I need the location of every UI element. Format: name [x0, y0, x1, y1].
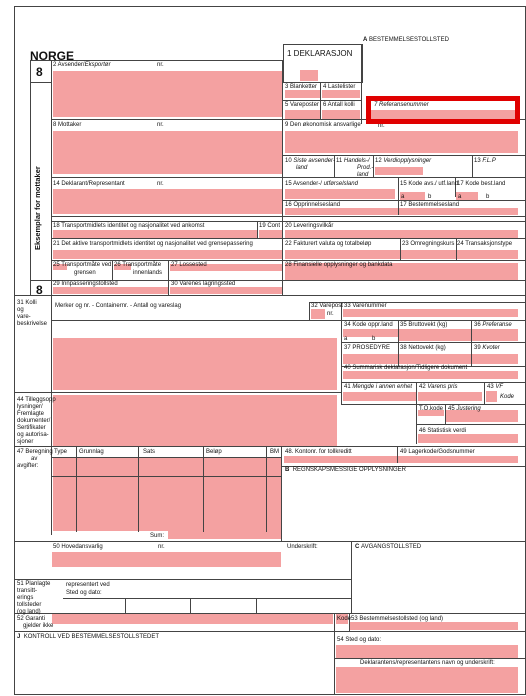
f50-label: 50 Hovedansvarlig — [53, 544, 103, 550]
transport-arrival-fill[interactable] — [53, 230, 257, 238]
box-j: J KONTROLL VED BESTEMMELSESTOLLSTEDET — [17, 634, 160, 640]
box-c: C AVGANGSTOLLSTED — [355, 544, 422, 550]
line — [112, 260, 113, 280]
f26-label-2: innenlands — [133, 270, 163, 276]
description-fill[interactable] — [53, 338, 337, 390]
f30-label: 30 Varenes lagringssted — [171, 281, 236, 287]
f39-label: 39 Kvoter — [474, 345, 500, 351]
entry-office-fill[interactable] — [53, 287, 169, 294]
line — [283, 100, 361, 101]
line — [256, 598, 257, 613]
gross-weight-fill[interactable] — [399, 329, 471, 341]
f46-label: 46 Statistisk verdi — [419, 428, 467, 434]
f34-sub-a: a — [344, 336, 348, 342]
copy-number-lower: 8 — [36, 283, 43, 297]
line — [361, 44, 362, 124]
f22-label: 22 Fakturert valuta og totalbeløp — [285, 241, 372, 247]
line — [51, 476, 281, 477]
line — [63, 598, 351, 599]
line — [14, 392, 341, 393]
f45-label: 45 Justering — [448, 406, 481, 412]
line — [14, 613, 525, 614]
f42-label: 42 Varens pris — [419, 384, 458, 390]
f11-label-3: land — [357, 172, 369, 178]
declaration-title: 1 DEKLARASJON — [287, 49, 353, 58]
line — [30, 280, 51, 281]
transaction-type-fill[interactable] — [457, 250, 518, 259]
declarant-fill[interactable] — [53, 189, 282, 214]
currency-fill[interactable] — [285, 250, 400, 259]
delivery-terms-fill[interactable] — [285, 230, 518, 238]
line — [51, 177, 525, 178]
f54-label: 54 Sted og dato: — [337, 637, 382, 643]
f32-nr: nr. — [327, 311, 334, 317]
signature-fill[interactable] — [336, 667, 518, 693]
f43-code: Kode — [500, 394, 515, 400]
line — [416, 424, 525, 425]
line — [51, 457, 281, 458]
f37-label: 37 PROSEDYRE — [344, 345, 391, 351]
f23-label: 23 Omregningskurs — [402, 241, 455, 247]
line — [400, 238, 401, 260]
additional-info-fill[interactable] — [53, 395, 337, 446]
f10-label: 10 Siste avsender- — [285, 158, 335, 164]
summary-doc-fill[interactable] — [343, 371, 518, 379]
f8-nr: nr. — [157, 122, 164, 128]
f15-label: 15 Avsender-/ utførselsland — [285, 181, 358, 187]
col-basis: Grunnlag — [79, 449, 104, 455]
procedure-fill[interactable] — [343, 354, 398, 364]
f4-label: 4 Lastelister — [323, 84, 356, 90]
f27-label: 27 Lossested — [171, 262, 207, 268]
f28-label: 28 Finansielle opplysninger og bankdata — [285, 262, 393, 268]
line — [51, 238, 525, 239]
place-date-label: Sted og dato: — [66, 590, 102, 596]
f40-label: 40 Summarisk deklarasjon/Tidligere dokument — [344, 365, 468, 371]
f9-label: 9 Den økonomisk ansvarlige — [285, 122, 361, 128]
col-amount: Beløp — [206, 449, 222, 455]
value-info-fill[interactable] — [375, 167, 423, 175]
credit-account-fill[interactable] — [284, 456, 397, 463]
copy-number: 8 — [36, 65, 43, 79]
f35-label: 35 Bruttovekt (kg) — [400, 322, 448, 328]
transport-border-fill[interactable] — [53, 250, 283, 259]
f3-label: 3 Blanketter — [285, 84, 318, 90]
guarantee-fill[interactable] — [52, 614, 333, 624]
line — [334, 613, 335, 694]
line — [14, 631, 525, 632]
exchange-rate-fill[interactable] — [401, 250, 456, 259]
line — [320, 82, 321, 119]
line — [14, 446, 525, 447]
commodity-code-fill[interactable] — [343, 309, 518, 317]
f29-label: 29 Innpasseringstollsted — [53, 281, 118, 287]
col-bm: BM — [270, 449, 279, 455]
line — [281, 446, 282, 541]
line — [203, 446, 204, 532]
f53-label: 53 Bestemmelsestollsted (og land) — [351, 616, 444, 622]
f38-label: 38 Nettovekt (kg) — [400, 345, 446, 351]
f20-label: 20 Leveringsvilkår — [285, 223, 334, 229]
line — [341, 404, 525, 405]
line — [168, 260, 169, 295]
line — [14, 295, 525, 296]
line — [51, 216, 525, 217]
line — [416, 382, 417, 444]
line — [14, 541, 525, 542]
f5-label: 5 Vareposter — [285, 102, 319, 108]
f54-signature-label: Deklarantens/representantens navn og underskrift: — [360, 660, 495, 666]
col-type: Type — [54, 449, 68, 455]
f24-label: 24 Transaksjonstype — [457, 241, 513, 247]
item-number-fill[interactable] — [311, 309, 325, 319]
vf-fill[interactable] — [486, 391, 497, 402]
f33-label: 33 Varenummer — [344, 303, 387, 309]
f13-label: 13 F.L.P — [474, 158, 496, 164]
f41-label: 41 Mengde i annen enhet — [344, 384, 413, 390]
line — [334, 658, 525, 659]
f43-label: 43 VF — [487, 384, 504, 390]
f31-side-label: 31 Kolli og vare- beskrivelse — [17, 300, 48, 327]
warehouse-code-fill[interactable] — [398, 456, 518, 463]
line — [283, 82, 361, 83]
f44-side-label: 44 Tilleggsopp lysninger/ Fremlagte dokumenter/ Sertifikater og autorisa- sjoner — [17, 397, 56, 445]
f25-label: 25 Transportmåte ved — [53, 262, 112, 268]
sub-a: a — [401, 194, 405, 200]
country-title: NORGE — [30, 49, 75, 63]
f11-label: 11 Handels-/ — [336, 158, 370, 164]
line — [341, 382, 525, 383]
line — [76, 446, 77, 532]
forms-fill[interactable] — [285, 90, 321, 98]
line — [125, 598, 126, 613]
container-fill[interactable] — [259, 230, 283, 238]
f26-label: 26 Transportmåte — [114, 262, 162, 268]
left-border — [14, 6, 15, 694]
line — [51, 320, 525, 321]
origin-code-fill[interactable] — [343, 329, 398, 337]
quantity-fill[interactable] — [343, 392, 416, 401]
consignee-fill[interactable] — [53, 131, 282, 174]
f21-label: 21 Det aktive transportmidlets identitet og nasjonalitet ved grensepassering — [53, 241, 253, 247]
sub-b-2: b — [486, 194, 490, 200]
f18-label: 18 Transportmidlets identitet og nasjonalitet ved ankomst — [53, 223, 205, 229]
f2-nr: nr. — [157, 62, 164, 68]
f17-code-label: 17 Kode best.land — [457, 181, 506, 187]
line — [351, 541, 352, 613]
f32-label: 32 Varepost — [311, 303, 343, 309]
f48-label: 48. Kontonr. for tollkreditt — [285, 449, 352, 455]
f10-label-2: land — [296, 165, 308, 171]
statistical-value-fill[interactable] — [418, 434, 518, 443]
f51-side-label: 51 Planlagte transitt- erings tollsteder (og land) — [17, 581, 51, 615]
f2-label: 2 Avsender/Eksportør — [53, 62, 111, 68]
f31-label: Merker og nr. - Containernr. - Antall og vareslag — [55, 303, 182, 309]
line — [30, 82, 51, 83]
line — [51, 260, 525, 261]
to-code-label: T.O.kode — [419, 406, 444, 412]
quota-fill[interactable] — [472, 354, 518, 364]
preference-fill[interactable] — [472, 329, 518, 341]
f52-code-label: Kode — [337, 616, 352, 622]
f14-label: 14 Deklarant/Representant — [53, 181, 125, 187]
f25-label-2: grensen — [74, 270, 96, 276]
f16-label: 16 Opprinnelsesland — [285, 202, 341, 208]
export-country-fill[interactable] — [285, 189, 395, 199]
line — [51, 221, 525, 222]
box-b: B REGNSKAPSMESSIGE OPPLYSNINGER — [285, 467, 406, 473]
line — [51, 280, 525, 281]
represented-label: representert ved — [66, 582, 110, 588]
load-lists-fill[interactable] — [322, 90, 360, 98]
reference-highlight — [366, 96, 520, 124]
line — [472, 155, 473, 177]
line — [471, 320, 472, 366]
bottom-border — [14, 694, 526, 695]
place-date-fill[interactable] — [336, 645, 518, 658]
line — [341, 302, 342, 404]
sum-label: Sum: — [150, 533, 165, 539]
f17-label: 17 Bestemmelsesland — [400, 202, 460, 208]
origin-country-fill[interactable] — [285, 208, 398, 215]
f6-label: 6 Antall kolli — [323, 102, 355, 108]
f47-side-label: 47 Beregning av avgifter: — [17, 449, 53, 469]
box-a: A BESTEMMELSESTOLLSTED — [363, 37, 449, 43]
f36-label: 36 Preferanse — [474, 322, 512, 328]
col-rate: Sats — [143, 449, 156, 455]
line — [398, 177, 399, 215]
f8-label: 8 Mottaker — [53, 122, 82, 128]
line — [257, 221, 258, 238]
line — [138, 446, 139, 532]
line — [484, 382, 485, 404]
line — [190, 598, 191, 613]
sender-fill[interactable] — [53, 71, 282, 117]
f15-code-label: 15 Kode avs./ utf.land — [400, 181, 459, 187]
line — [397, 446, 398, 463]
top-border — [14, 6, 526, 7]
f50-nr: nr. — [158, 544, 165, 550]
f19-label: 19 Cont — [259, 223, 281, 229]
f34-sub-b: b — [372, 336, 376, 342]
f7-label: 7 Referansenummer — [374, 102, 429, 108]
storage-fill[interactable] — [170, 287, 282, 294]
f34-label: 34 Kode oppr.land — [344, 322, 393, 328]
f49-label: 49 Lagerkode/Godsnummer — [400, 449, 475, 455]
line — [14, 579, 351, 580]
dest-office-fill[interactable] — [350, 622, 518, 630]
line — [283, 155, 525, 156]
line — [266, 446, 267, 532]
line — [309, 302, 310, 320]
copy-side-label: Eksemplar for mottaker — [33, 166, 42, 250]
tax-calculation-fill[interactable] — [53, 457, 281, 531]
f12-label: 12 Verdiopplysninger — [375, 158, 432, 164]
line — [341, 342, 525, 343]
line — [398, 320, 399, 366]
net-weight-fill[interactable] — [399, 354, 471, 364]
destination-country-fill[interactable] — [399, 208, 518, 215]
line — [30, 60, 31, 295]
f9-nr: nr. — [378, 123, 385, 129]
sub-a-2: a — [458, 194, 462, 200]
line — [445, 404, 446, 424]
price-fill[interactable] — [418, 392, 482, 401]
tax-sum-fill[interactable] — [168, 531, 281, 539]
f14-nr: nr. — [157, 181, 164, 187]
f11-label-2: Prod.- — [357, 165, 374, 171]
sub-b: b — [428, 194, 432, 200]
principal-fill[interactable] — [52, 552, 281, 567]
f50-signature-label: Underskrift: — [287, 544, 318, 550]
responsible-fill[interactable] — [285, 131, 518, 153]
f52-side-label: 52 Garanti gjelder ikke — [17, 616, 54, 629]
